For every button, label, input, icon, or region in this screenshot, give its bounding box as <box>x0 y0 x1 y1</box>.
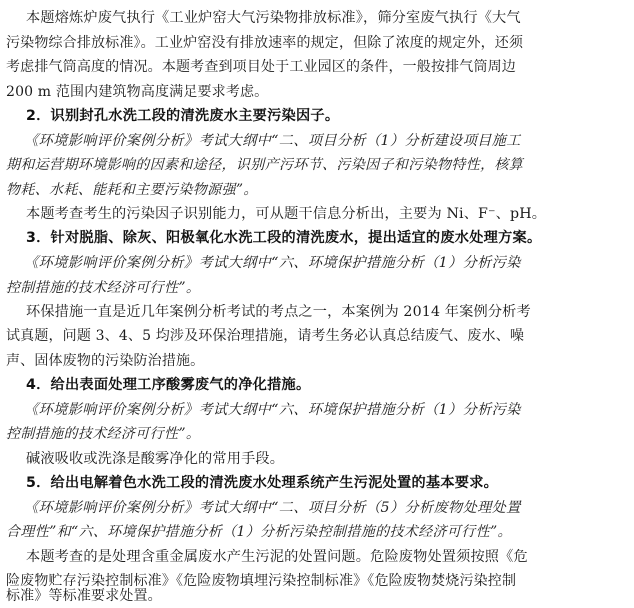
syllabus-quote-line: 《环境影响评价案例分析》考试大纲中“六、环境保护措施分析（1）分析污染 <box>24 255 521 271</box>
body-text-line: 标准》等标准要求处置。 <box>6 588 162 604</box>
syllabus-quote-line: 物耗、水耗、能耗和主要污染物源强”。 <box>6 182 258 198</box>
syllabus-quote-line: 控制措施的技术经济可行性”。 <box>6 280 201 296</box>
body-text-line: 碱液吸收或洗涤是酸雾净化的常用手段。 <box>26 451 285 467</box>
question-heading: 5．给出电解着色水洗工段的清洗废水处理系统产生污泥处置的基本要求。 <box>26 475 499 491</box>
syllabus-quote-line: 《环境影响评价案例分析》考试大纲中“二、项目分析（5）分析废物处理处置 <box>24 500 521 516</box>
question-heading: 3．针对脱脂、除灰、阳极氧化水洗工段的清洗废水，提出适宜的废水处理方案。 <box>26 230 542 246</box>
body-text-line: 试真题，问题 3、4、5 均涉及环保治理措施，请考生务必认真总结废气、废水、噪 <box>6 328 525 344</box>
body-text-line: 环保措施一直是近几年案例分析考试的考点之一，本案例为 2014 年案例分析考 <box>26 304 531 320</box>
body-text-line: 200 m 范围内建筑物高度满足要求考虑。 <box>6 84 269 100</box>
syllabus-quote-line: 《环境影响评价案例分析》考试大纲中“二、项目分析（1）分析建设项目施工 <box>24 133 521 149</box>
syllabus-quote-line: 《环境影响评价案例分析》考试大纲中“六、环境保护措施分析（1）分析污染 <box>24 402 521 418</box>
body-text-line: 本题熔炼炉废气执行《工业炉窑大气污染物排放标准》，筛分室废气执行《大气 <box>26 10 521 26</box>
syllabus-quote-line: 期和运营期环境影响的因素和途径，识别产污环节、污染因子和污染物特性，核算 <box>6 157 524 173</box>
question-heading: 4．给出表面处理工序酸雾废气的净化措施。 <box>26 377 311 393</box>
body-text-line: 考虑排气筒高度的情况。本题考查到项目处于工业园区的条件，一般按排气筒周边 <box>6 59 516 75</box>
body-text-line: 声、固体废物的污染防治措施。 <box>6 353 205 369</box>
syllabus-quote-line: 控制措施的技术经济可行性”。 <box>6 426 201 442</box>
body-text-line: 本题考查考生的污染因子识别能力，可从题干信息分析出，主要为 Ni、F⁻、pH。 <box>26 206 547 222</box>
body-text-line: 险废物贮存污染控制标准》《危险废物填埋污染控制标准》《危险废物焚烧污染控制 <box>6 573 517 589</box>
body-text-line: 本题考查的是处理含重金属废水产生污泥的处置问题。危险废物处置须按照《危 <box>26 549 528 565</box>
question-heading: 2．识别封孔水洗工段的清洗废水主要污染因子。 <box>26 108 340 124</box>
syllabus-quote-line: 合理性”和“六、环境保护措施分析（1）分析污染控制措施的技术经济可行性”。 <box>6 524 512 540</box>
body-text-line: 污染物综合排放标准》。工业炉窑没有排放速率的规定，但除了浓度的规定外，还须 <box>6 35 524 51</box>
